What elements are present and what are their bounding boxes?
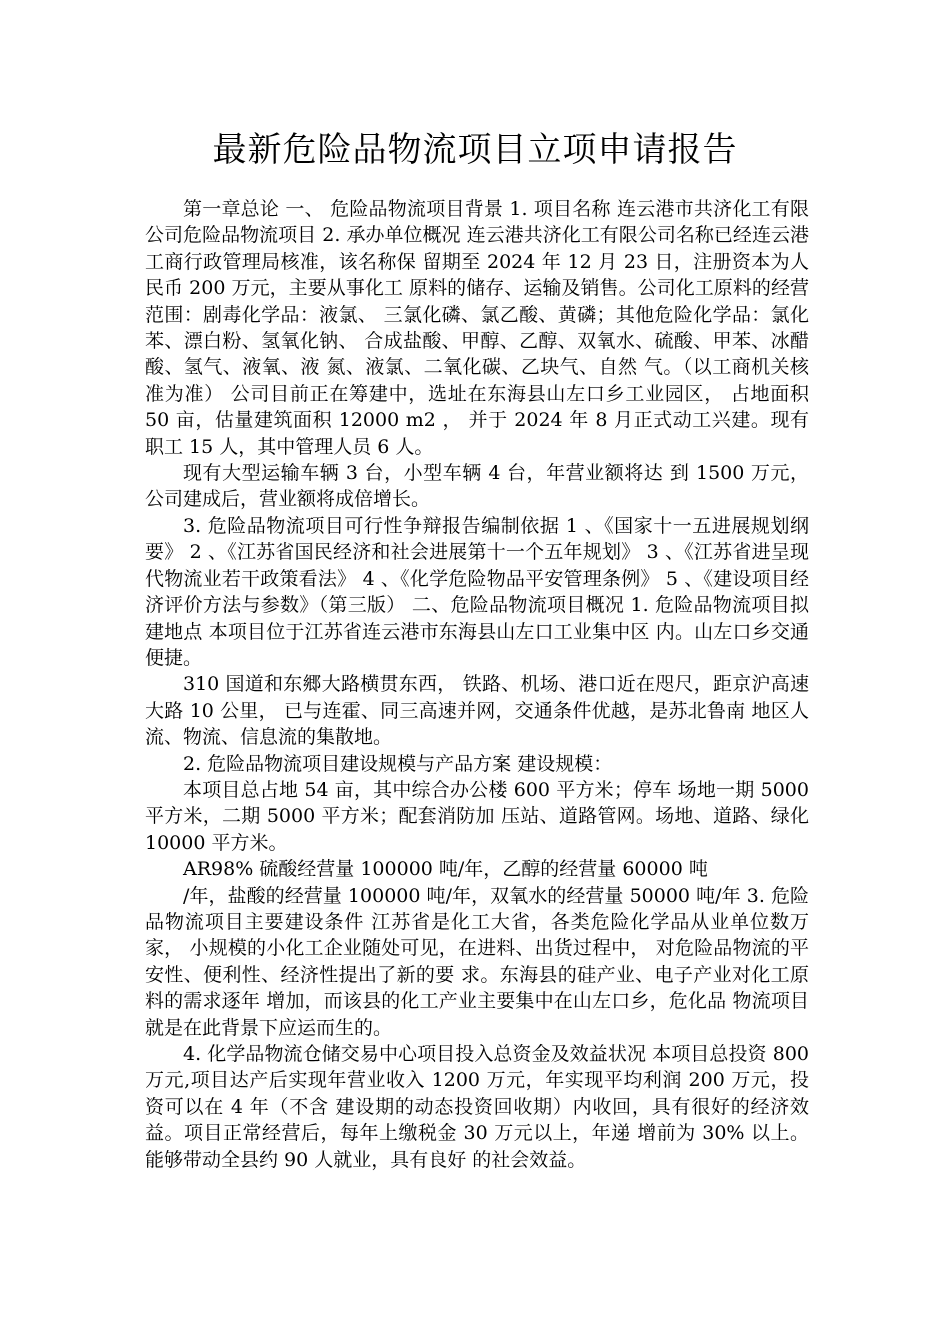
- paragraph: 现有大型运输车辆 3 台，小型车辆 4 台，年营业额将达 到 1500 万元，公司建成后，营业额将成倍增长。: [145, 462, 809, 511]
- paragraph: 4. 化学品物流仓储交易中心项目投入总资金及效益状况 本项目总投资 800 万元,项目达产后实现年营业收入 1200 万元，年实现平均利润 200 万元，投资可以在 4 年（不含 建设期的动态投资回收期）内收回，具有很好的经济效 益。项目正常经营后，每年上缴税金 30 万元以上，年递 增前为 30% 以上。能够带动全县约 90 人就业，具有良好 的社会效益。: [145, 1043, 809, 1171]
- paragraph: /年，盐酸的经营量 100000 吨/年，双氧水的经营量 50000 吨/年 3. 危险品物流项目主要建设条件 江苏省是化工大省，各类危险化学品从业单位数万家， 小规模的小化工企业随处可见，在进料、出货过程中， 对危险品物流的平安性、便利性、经济性提出了新的要 求。东海县的硅产业、电子产业对化工原料的需求逐年 增加，而该县的化工产业主要集中在山左口乡，危化品 物流项目就是在此背景下应运而生的。: [145, 884, 809, 1039]
- paragraph: AR98% 硫酸经营量 100000 吨/年，乙醇的经营量 60000 吨: [183, 858, 708, 881]
- paragraph: 本项目总占地 54 亩，其中综合办公楼 600 平方米；停车 场地一期 5000 平方米，二期 5000 平方米；配套消防加 压站、道路管网。场地、道路、绿化 10000 平方米。: [145, 778, 809, 854]
- paragraph: 3. 危险品物流项目可行性争辩报告编制依据 1 、《国家十一五进展规划纲要》 2 、《江苏省国民经济和社会进展第十一个五年规划》 3 、《江苏省进呈现代物流业若干政策看法》 4 、《化学危险物品平安管理条例》 5 、《建设项目经济评价方法与参数》（第三版） 二、危险品物流项目概况 1. 危险品物流项目拟建地点 本项目位于江苏省连云港市东海县山左口工业集中区 内。山左口乡交通便捷。: [145, 514, 809, 669]
- paragraph: 310 国道和东郷大路横贯东西， 铁路、机场、港口近在咫尺，距京沪高速大路 10 公里， 已与连霍、同三高速并网，交通条件优越，是苏北鲁南 地区人流、物流、信息流的集散地。: [145, 673, 809, 749]
- paragraph: 2. 危险品物流项目建设规模与产品方案 建设规模：: [183, 752, 613, 775]
- document-body: [145, 196, 809, 1173]
- paragraph: 第一章总论 一、 危险品物流项目背景 1. 项目名称 连云港市共济化工有限公司危险品物流项目 2. 承办单位概况 连云港共济化工有限公司名称已经连云港工商行政管理局核准，该名称保 留期至 2024 年 12 月 23 日，注册资本为人民币 200 万元，主要从事化工 原料的储存、运输及销售。公司化工原料的经营范围：剧毒化学品：液氯、 三氯化磷、氯乙酸、黄磷；其他危险化学品：氯化苯、漂白粉、氢氧化钠、 合成盐酸、甲醇、乙醇、双氧水、硫酸、甲苯、冰醋酸、氢气、液氧、液 氮、液氯、二氧化碳、乙块气、自然 气。（以工商机关核准为准） 公司目前正在筹建中，选址在东海县山左口乡工业园区， 占地面积 50 亩，估量建筑面积 12000 m2 ， 并于 2024 年 8 月正式动工兴建。现有职工 15 人，其中管理人员 6 人。: [145, 198, 809, 458]
- document-title: 最新危险品物流项目立项申请报告: [212, 130, 738, 170]
